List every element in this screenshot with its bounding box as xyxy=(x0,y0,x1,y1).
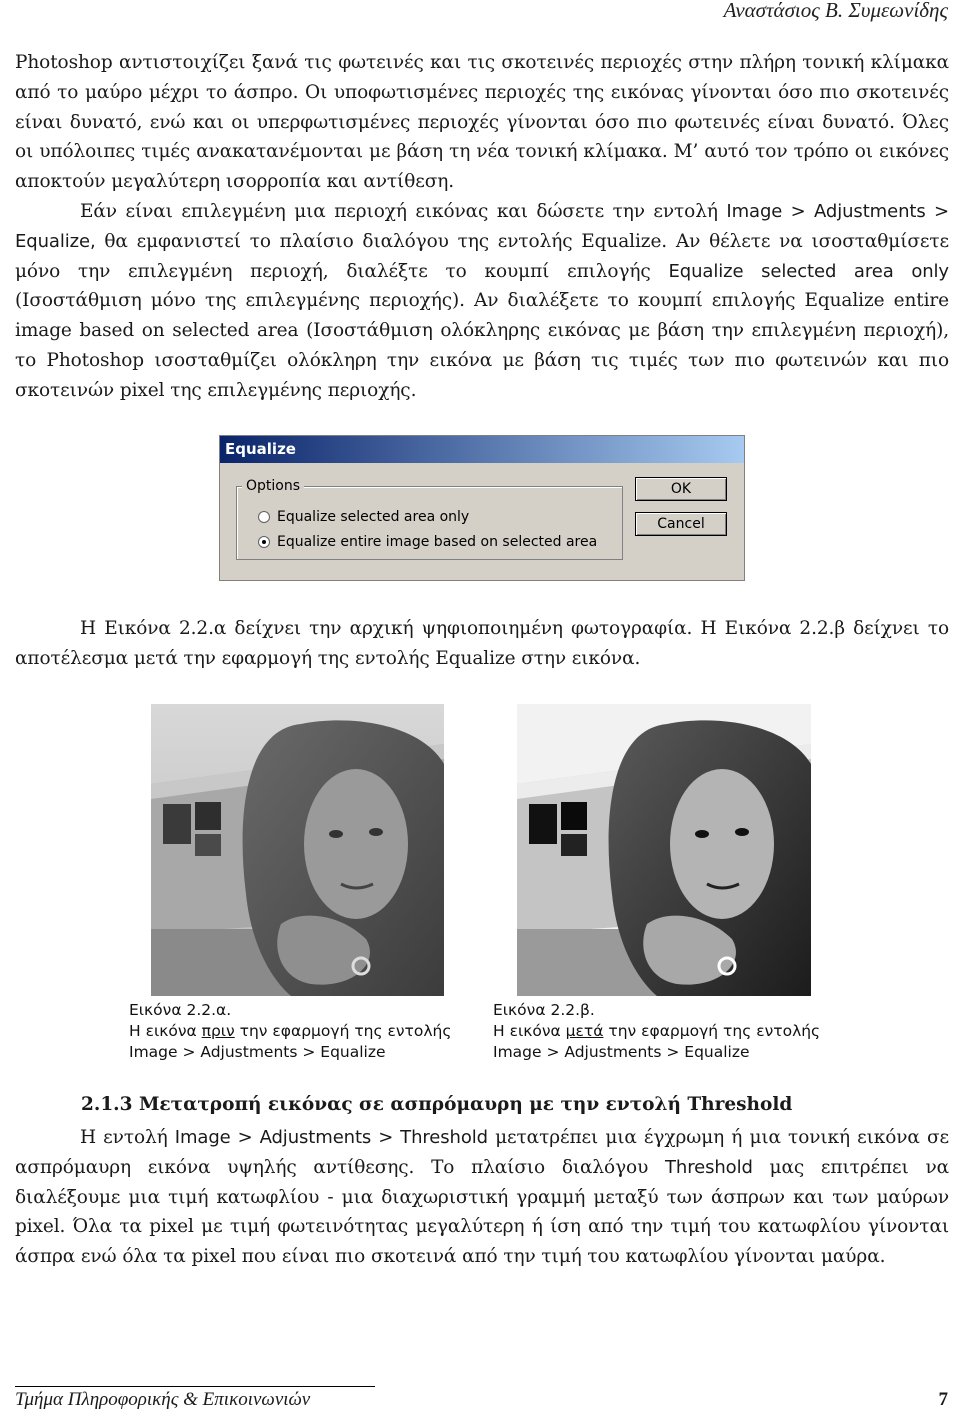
paragraph-threshold xyxy=(15,1123,949,1272)
photo-after-equalize xyxy=(517,704,811,996)
option-name: Equalize selected area only xyxy=(668,260,949,282)
caption-command: Image > Adjustments > Equalize xyxy=(129,1043,386,1061)
text-run: μας επιτρέπει να διαλέξουμε μια τιμή κατωφλίου - μια διαχωριστική γραμμή μεταξύ των άσπρων και των μαύρων pixel. Όλα τα pixel με τιμή φωτεινότητας μεγαλύτερη ή ίση από την τιμή του κατωφλίου γίνονται άσπρα ενώ όλα τα pixel που είναι πιο σκοτεινά από την τιμή του κατωφλίου γίνονται μαύρα. xyxy=(15,1156,949,1268)
caption-label: Εικόνα 2.2.β. xyxy=(493,1001,595,1019)
caption-label: Εικόνα 2.2.α. xyxy=(129,1001,232,1019)
paragraph-equalize-dialog xyxy=(15,197,949,406)
paragraph-text: Photoshop αντιστοιχίζει ξανά τις φωτεινές και τις σκοτεινές περιοχές στην πλήρη τονική κλίμακα από το μαύρο μέχρι το άσπρο. Οι υποφωτισμένες περιοχές της εικόνας γίνονται όσο πιο σκοτεινές είναι δυνατό, ενώ και οι υπερφωτισμένες περιοχές γίνονται όσο πιο φωτεινές είναι δυνατό. Όλες οι υπόλοιπες τιμές ανακατανέμονται με βάση τη νέα τονική κλίμακα. Μ’ αυτό τον τρόπο οι εικόνες αποκτούν μεγαλύτερη ισορροπία και αντίθεση. xyxy=(15,52,949,193)
text-run: θα εμφανιστεί το πλαίσιο διαλόγου της εντολής Equalize. Αν θέλετε να ισοσταθμίσετε μόνο την επιλεγμένη περιοχή, διαλέξτε το κουμπί επιλογής xyxy=(15,230,949,282)
footer-rule xyxy=(15,1386,375,1387)
text-run: (Ισοστάθμιση μόνο της επιλεγμένης περιοχής). Αν διαλέξετε το κουμπί επιλογής Equalize entire image based on selected area (Ισοστάθμιση ολόκληρης εικόνας με βάση την επιλεγμένη περιοχή), το Photoshop ισοσταθμίζει ολόκληρη την εικόνα με βάση τις τιμές των πιο φωτεινών και πιο σκοτεινών pixel της επιλεγμένης περιοχής. xyxy=(15,290,949,401)
command-path: Image > Adjustments > Equalize, xyxy=(15,200,949,252)
photo-before-illustration xyxy=(151,704,444,996)
caption-line xyxy=(129,1021,451,1042)
paragraph-figure-intro xyxy=(15,614,949,674)
caption-command: Image > Adjustments > Equalize xyxy=(493,1043,750,1061)
page-number: 7 xyxy=(938,1389,948,1410)
section-heading: 2.1.3 Μετατροπή εικόνας σε ασπρόμαυρη με την εντολή Threshold xyxy=(81,1094,793,1115)
paragraph-equalize-intro xyxy=(15,48,949,406)
radio-circle-selected xyxy=(258,536,270,548)
text-run: Η εικόνα xyxy=(129,1022,202,1040)
radio-label: Equalize entire image based on selected area xyxy=(277,534,598,550)
text-run: μετατρέπει μια έγχρωμη ή μια τονική εικόνα σε ασπρόμαυρη εικόνα υψηλής αντίθεσης. Το πλαίσιο διαλόγου xyxy=(15,1127,949,1178)
ok-button[interactable]: OK xyxy=(635,477,727,501)
caption-emphasis: πριν xyxy=(201,1022,235,1040)
photo-after-illustration xyxy=(517,704,811,996)
radio-circle xyxy=(258,511,270,523)
radio-equalize-selected-area[interactable] xyxy=(258,509,469,525)
paragraph-text xyxy=(15,1123,949,1272)
caption-figure-a xyxy=(129,1000,451,1063)
command-name: Threshold xyxy=(664,1156,753,1178)
radio-label: Equalize selected area only xyxy=(277,509,470,525)
caption-line xyxy=(493,1021,820,1042)
command-path: Image > Adjustments > Threshold xyxy=(174,1127,488,1148)
text-run: Εάν είναι επιλεγμένη μια περιοχή εικόνας και δώσετε την εντολή xyxy=(80,200,727,222)
dialog-title: Equalize xyxy=(220,436,744,463)
equalize-dialog xyxy=(219,435,745,581)
text-run: την εφαρμογή της εντολής xyxy=(234,1022,452,1040)
caption-emphasis: μετά xyxy=(565,1022,604,1040)
text-run: Η εικόνα xyxy=(493,1022,566,1040)
options-label: Options xyxy=(242,478,304,494)
paragraph-text: Η Εικόνα 2.2.α δείχνει την αρχική ψηφιοποιημένη φωτογραφία. Η Εικόνα 2.2.β δείχνει το αποτέλεσμα μετά την εφαρμογή της εντολής Equalize στην εικόνα. xyxy=(15,618,949,669)
photo-before-equalize xyxy=(151,704,444,996)
header-author: Αναστάσιος Β. Συμεωνίδης xyxy=(723,0,948,22)
text-run: Η εντολή xyxy=(80,1127,175,1148)
cancel-button[interactable]: Cancel xyxy=(635,512,727,536)
footer-department: Τμήμα Πληροφορικής & Επικοινωνιών xyxy=(15,1389,311,1410)
text-run: την εφαρμογή της εντολής xyxy=(603,1022,821,1040)
caption-figure-b xyxy=(493,1000,820,1063)
radio-equalize-entire-image[interactable] xyxy=(258,534,597,550)
